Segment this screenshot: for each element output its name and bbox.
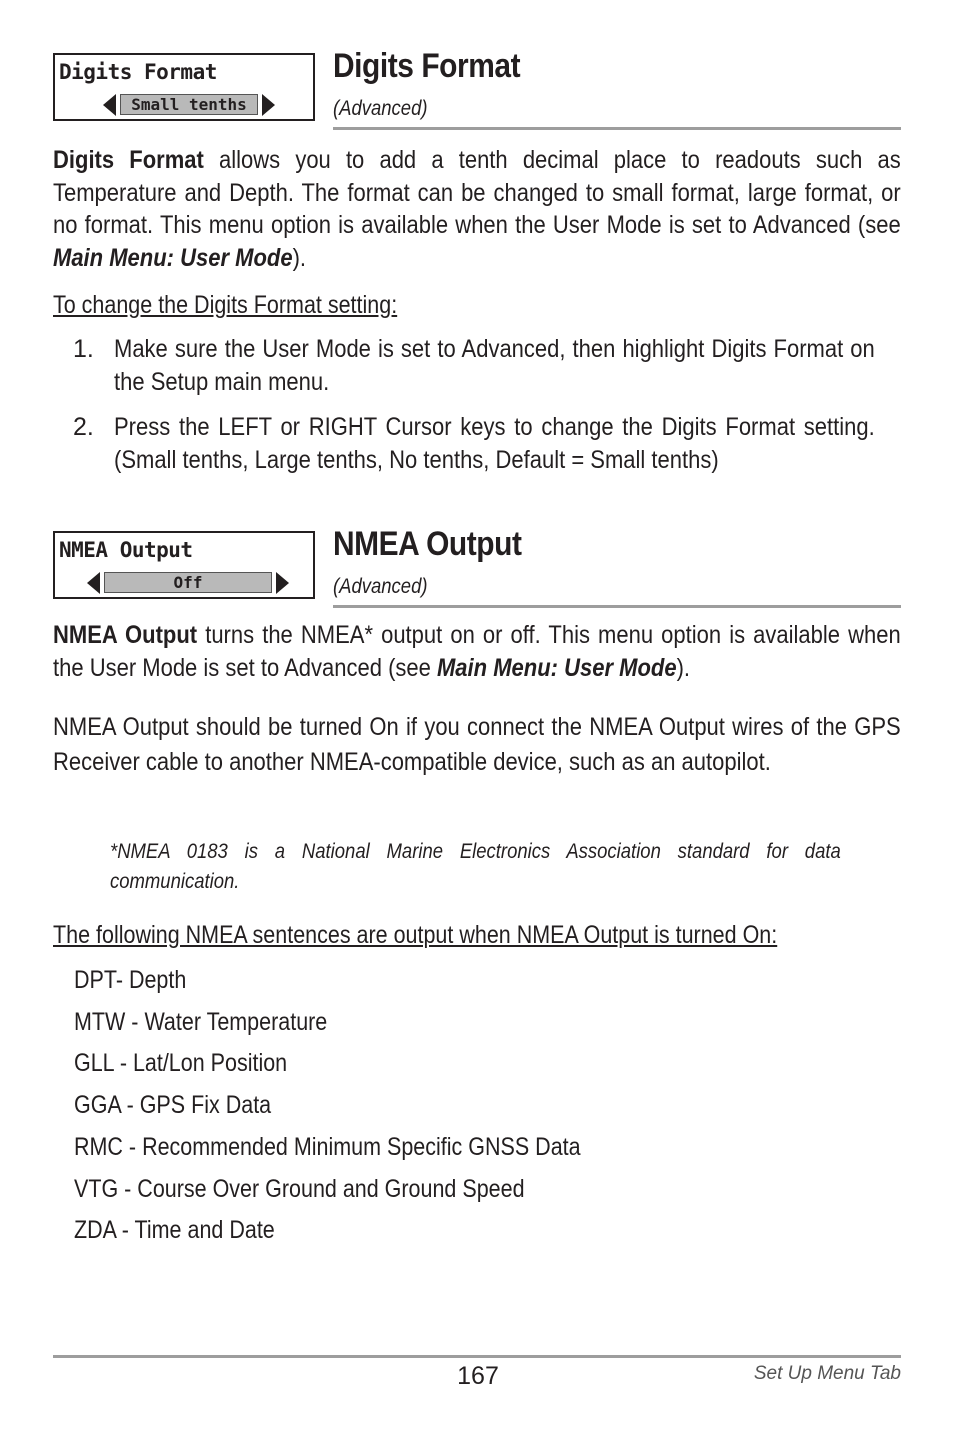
digits-intro-paragraph xyxy=(53,144,901,274)
procedure-title: To change the Digits Format setting: xyxy=(53,291,398,319)
section-subheading: (Advanced) xyxy=(333,575,428,598)
step-number: 2. xyxy=(73,413,94,441)
digits-format-header xyxy=(53,47,901,133)
footer-section-label: Set Up Menu Tab xyxy=(753,1363,901,1384)
right-arrow-icon xyxy=(276,572,289,594)
nmea-output-header xyxy=(53,525,901,611)
left-arrow-icon xyxy=(103,94,116,116)
widget-value: Small tenths xyxy=(120,94,258,115)
widget-title: NMEA Output xyxy=(59,538,193,562)
footer-rule xyxy=(53,1355,901,1358)
digits-format-menu-widget xyxy=(53,53,315,121)
section-heading: Digits Format xyxy=(333,47,521,85)
left-arrow-icon xyxy=(87,572,100,594)
page-number: 167 xyxy=(457,1362,499,1390)
heading-rule xyxy=(333,127,901,130)
intro-reference: Main Menu: User Mode xyxy=(436,653,677,682)
intro-term: NMEA Output xyxy=(53,621,198,649)
intro-term: Digits Format xyxy=(53,146,204,174)
list-item: GGA - GPS Fix Data xyxy=(74,1091,272,1119)
intro-end: ). xyxy=(676,653,691,682)
list-item: ZDA - Time and Date xyxy=(74,1216,275,1244)
nmea-output-menu-widget xyxy=(53,531,315,599)
nmea-intro-paragraph xyxy=(53,619,901,684)
nmea-footnote: *NMEA 0183 is a National Marine Electronics Association standard for data communication. xyxy=(110,840,841,893)
list-item: RMC - Recommended Minimum Specific GNSS Data xyxy=(74,1133,581,1161)
step-text: Make sure the User Mode is set to Advanced, then highlight Digits Format on the Setup main menu. xyxy=(114,335,875,396)
heading-rule xyxy=(333,605,901,608)
step-number: 1. xyxy=(73,335,94,363)
widget-title: Digits Format xyxy=(59,60,217,84)
sentences-title: The following NMEA sentences are output when NMEA Output is turned On: xyxy=(53,921,778,949)
right-arrow-icon xyxy=(262,94,275,116)
intro-end: ). xyxy=(292,243,307,272)
intro-text: turns the NMEA* output on or off. This menu option is available when the User Mode is set to Advanced (see xyxy=(53,621,901,682)
list-item: MTW - Water Temperature xyxy=(74,1008,328,1036)
list-item: VTG - Course Over Ground and Ground Speed xyxy=(74,1175,525,1203)
list-item: DPT- Depth xyxy=(74,966,187,994)
step-text: Press the LEFT or RIGHT Cursor keys to change the Digits Format setting. (Small tenths, Large tenths, No tenths, Default = Small tenths) xyxy=(114,413,875,474)
widget-value-row xyxy=(103,93,275,117)
nmea-usage-paragraph: NMEA Output should be turned On if you connect the NMEA Output wires of the GPS Receiver cable to another NMEA-compatible device, such as an autopilot. xyxy=(53,713,901,776)
widget-value: Off xyxy=(104,572,272,593)
list-item: GLL - Lat/Lon Position xyxy=(74,1049,288,1077)
section-heading: NMEA Output xyxy=(333,525,522,563)
widget-value-row xyxy=(87,571,289,595)
section-subheading: (Advanced) xyxy=(333,97,428,120)
intro-reference: Main Menu: User Mode xyxy=(53,243,293,272)
intro-text: allows you to add a tenth decimal place to readouts such as Temperature and Depth. The format can be changed to small format, large format, or no format. This menu option is available when the User Mode is set to Advanced (see xyxy=(53,146,901,239)
